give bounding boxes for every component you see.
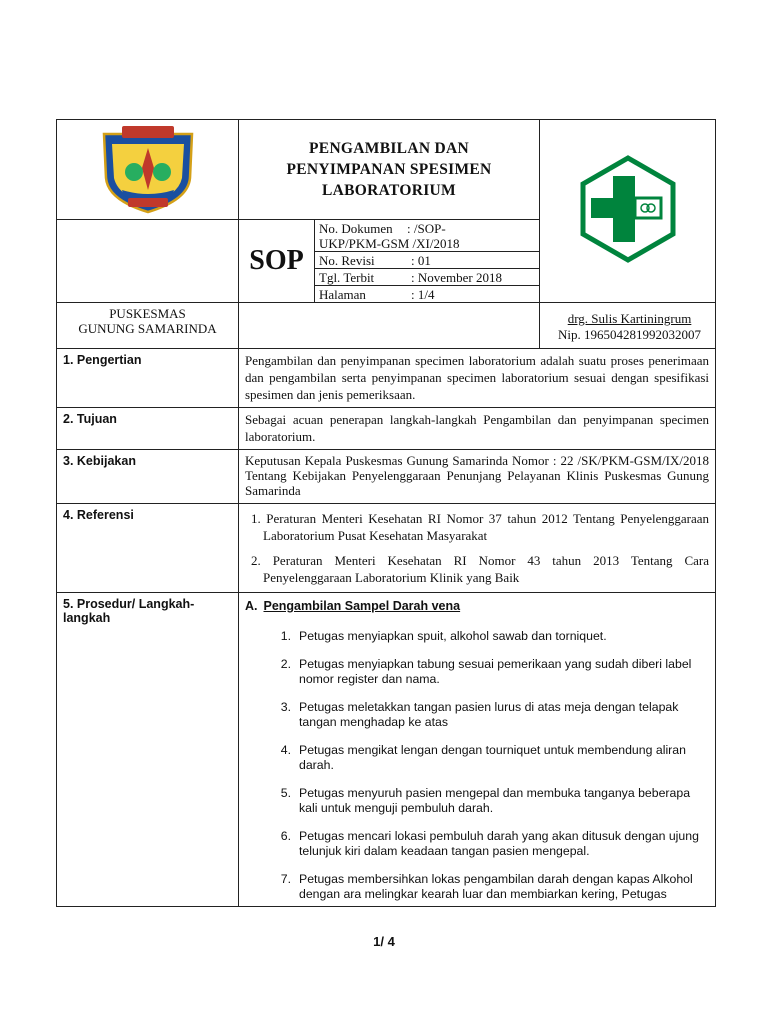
list-item [245, 629, 709, 644]
section-label-referensi: 4. Referensi [57, 504, 239, 593]
step-text: Petugas membersihkan lokas pengambilan darah dengan kapas Alkohol dengan ara melingkar kearah luar dan membiarkan kering, Petugas [299, 872, 693, 901]
step-text: Petugas mencari lokasi pembuluh darah yang akan ditusuk dengan ujung telunjuk kiri dalam keadaan tangan pasien mengepal. [299, 829, 699, 858]
step-text: Petugas menyuruh pasien mengepal dan membuka tanganya beberapa kali untuk menguji pembuluh darah. [299, 786, 691, 815]
meta-value-terbit: : November 2018 [407, 269, 539, 286]
identity-spacer [239, 303, 540, 349]
meta-label-terbit: Tgl. Terbit [315, 269, 407, 286]
step-text: Petugas menyiapkan spuit, alkohol sawab dan torniquet. [299, 629, 607, 643]
section-label-tujuan: 2. Tujuan [57, 408, 239, 450]
step-text: Petugas mengikat lengan dengan tourniquet untuk membendung aliran darah. [299, 743, 686, 772]
step-number: 7. [280, 872, 291, 886]
document-title [239, 120, 540, 220]
list-item [245, 657, 709, 687]
step-number: 5. [280, 786, 291, 800]
left-logo-spacer [57, 220, 239, 303]
prosedur-steps [245, 629, 709, 902]
meta-value-cont: UKP/PKM-GSM /XI/2018 [319, 236, 460, 251]
step-text: Petugas meletakkan tangan pasien lurus di atas meja dengan telapak tangan menghadap ke atas [299, 700, 679, 729]
prosedur-subsection-a [245, 598, 709, 615]
page-number: 1/ 4 [373, 934, 395, 949]
section-label-kebijakan: 3. Kebijakan [57, 450, 239, 504]
step-number: 2. [280, 657, 291, 671]
left-logo-cell [57, 120, 239, 220]
prosedur-label-line-2: langkah [63, 611, 111, 625]
puskesmas-line-1: PUSKESMAS [109, 306, 186, 321]
signer-name: drg. Sulis Kartiningrum [567, 311, 692, 326]
signer-block [540, 303, 716, 349]
referensi-item: 2. Peraturan Menteri Kesehatan RI Nomor 43 tahun 2013 Tentang Cara Penyelenggaraan Laboratorium Klinik yang Baik [251, 553, 710, 585]
subsection-letter: A. [245, 599, 258, 613]
title-line-2: PENYIMPANAN SPESIMEN [286, 161, 492, 178]
step-number: 6. [280, 829, 291, 843]
sop-label: SOP [239, 220, 315, 303]
referensi-item: 1. Peraturan Menteri Kesehatan RI Nomor 37 tahun 2012 Tentang Penyelenggaraan Laboratorium Pusat Kesehatan Masyarakat [251, 511, 710, 543]
puskesmas-line-2: GUNUNG SAMARINDA [78, 321, 217, 336]
sop-table [56, 119, 716, 907]
prosedur-label-line-1: 5. Prosedur/ Langkah- [63, 597, 195, 611]
document-meta [315, 220, 540, 303]
list-item [245, 743, 709, 773]
step-number: 3. [280, 700, 291, 714]
section-text-tujuan: Sebagai acuan penerapan langkah-langkah Pengambilan dan penyimpanan specimen laboratorium. [239, 408, 716, 450]
section-referensi-list [239, 504, 716, 593]
kota-balikpapan-emblem-icon [98, 120, 198, 214]
meta-label: No. Dokumen [319, 221, 393, 236]
step-text: Petugas menyiapkan tabung sesuai pemerikaan yang sudah diberi label nomor register dan nama. [299, 657, 692, 686]
section-prosedur-content [239, 593, 716, 907]
meta-label-halaman: Halaman [315, 286, 407, 303]
section-text-pengertian: Pengambilan dan penyimpanan specimen laboratorium adalah suatu proses penerimaan dan pengambilan serta penyimpanan specimen laboratorium sesuai dengan spesifikasi spesimen dan jenis pemeriksaan. [239, 349, 716, 408]
step-number: 1. [280, 629, 291, 643]
subsection-title: Pengambilan Sampel Darah vena [263, 599, 461, 613]
section-label-pengertian: 1. Pengertian [57, 349, 239, 408]
puskesmas-name [57, 303, 239, 349]
title-line-3: LABORATORIUM [322, 182, 456, 199]
sop-document [56, 119, 715, 907]
section-label-prosedur [57, 593, 239, 907]
signer-nip: Nip. 196504281992032007 [558, 327, 702, 342]
list-item [245, 786, 709, 816]
section-text-kebijakan: Keputusan Kepala Puskesmas Gunung Samarinda Nomor : 22 /SK/PKM-GSM/IX/2018 Tentang Kebijakan Penyelenggaraan Penunjang Pelayanan Klinis Puskesmas Gunung Samarinda [239, 450, 716, 504]
title-line-1: PENGAMBILAN DAN [309, 140, 469, 157]
health-cross-logo-icon [573, 154, 683, 264]
meta-label-revisi: No. Revisi [315, 252, 407, 269]
list-item [245, 700, 709, 730]
list-item [245, 829, 709, 859]
meta-value-halaman: : 1/4 [407, 286, 539, 303]
meta-value-revisi: : 01 [407, 252, 539, 269]
meta-no-dokumen [315, 220, 539, 252]
step-number: 4. [280, 743, 291, 757]
meta-value: : /SOP- [407, 221, 446, 236]
list-item [245, 872, 709, 902]
right-logo-cell [540, 120, 716, 303]
